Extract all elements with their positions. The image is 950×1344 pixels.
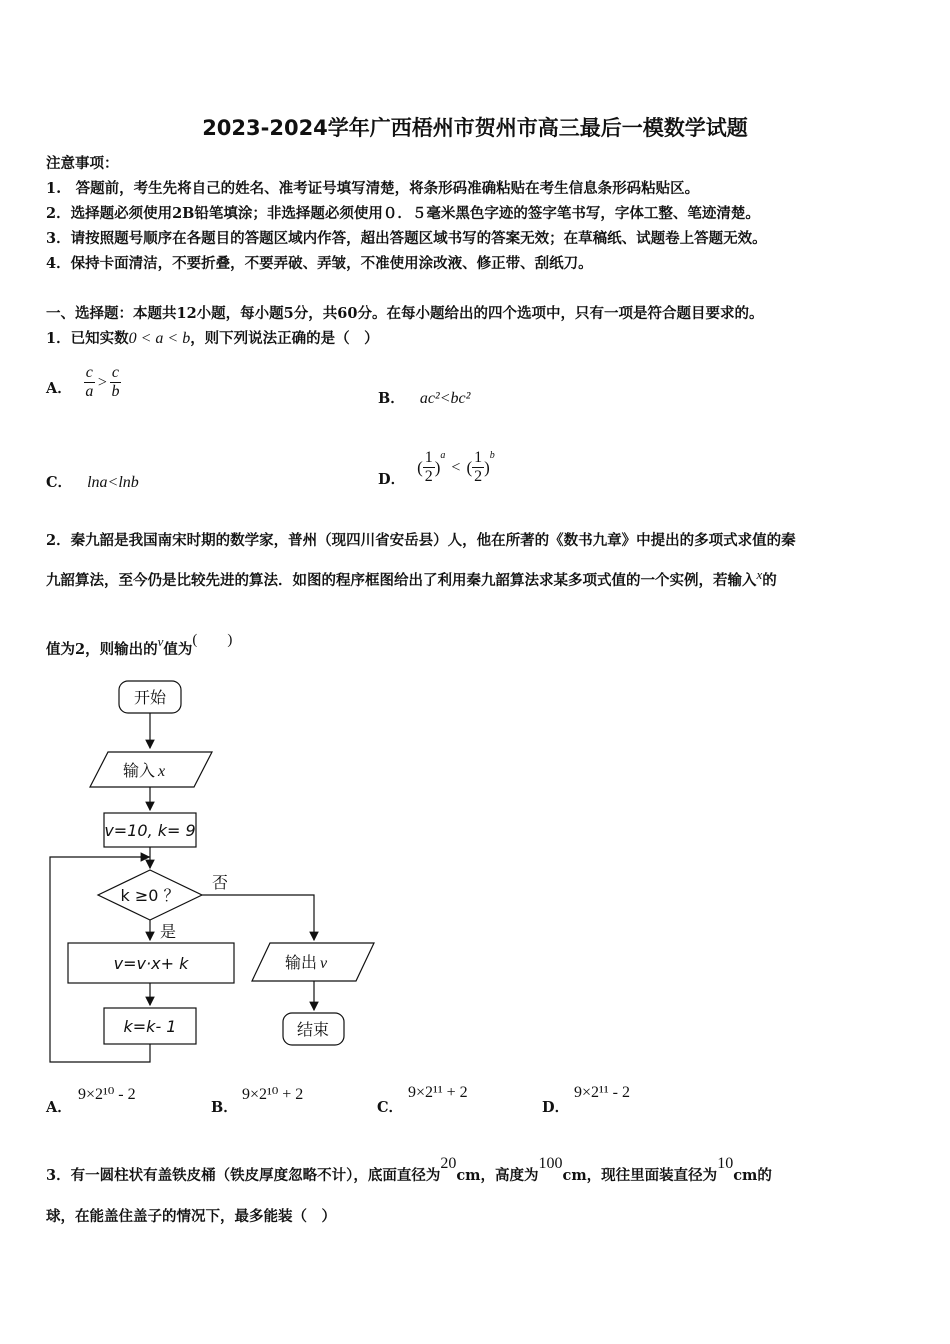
q2-option-c[interactable]: 9×2¹¹ + 2 [408, 1084, 468, 1101]
svg-text:v=10, k= 9: v=10, k= 9 [104, 821, 196, 840]
fraction: $\frac{1}{2}$ [424, 449, 433, 485]
q2-option-c-label[interactable]: C． [377, 1099, 404, 1116]
q1-condition: 0 < a < b [128, 330, 191, 347]
q2-option-d[interactable]: 9×2¹¹ - 2 [574, 1084, 630, 1101]
question-1-stem: 1．已知实数0 < a < b，则下列说法正确的是（ ） [46, 330, 379, 347]
q1-option-c[interactable]: C． lna<lnb [46, 474, 139, 491]
svg-text:否: 否 [212, 873, 229, 892]
svg-text:是: 是 [160, 922, 177, 941]
question-2-line3: 值为2，则输出的v值为( ) [46, 632, 233, 658]
svg-text:开始: 开始 [133, 688, 167, 707]
q2-option-b-label[interactable]: B． [211, 1099, 238, 1116]
svg-text:输入x: 输入 x [123, 761, 166, 780]
notice-heading: 注意事项： [46, 155, 119, 172]
notice-item: 4．保持卡面清洁，不要折叠，不要弄破、弄皱，不准使用涂改液、修正带、刮纸刀。 [46, 255, 593, 272]
question-3-line2: 球，在能盖住盖子的情况下，最多能装（ ） [46, 1208, 336, 1225]
svg-text:k=k- 1: k=k- 1 [123, 1017, 177, 1036]
notice-item: 1. 答题前，考生先将自己的姓名、准考证号填写清楚，将条形码准确粘贴在考生信息条形码粘贴区。 [46, 180, 700, 197]
q1-option-a[interactable]: A． $\frac{c}{a}$ > $\frac{c}{b}$ [46, 364, 120, 400]
question-2-line1: 2．秦九韶是我国南宋时期的数学家，普州（现四川省安岳县）人，他在所著的《数书九章》中提出的多项式求值的秦 [46, 532, 796, 549]
svg-text:结束: 结束 [296, 1020, 330, 1039]
q2-option-b[interactable]: 9×2¹⁰ + 2 [242, 1086, 304, 1103]
question-2-line2: 九韶算法，至今仍是比较先进的算法．如图的程序框图给出了利用秦九韶算法求某多项式值的一个实例，若输入x的 [46, 567, 777, 589]
notice-item: 2．选择题必须使用2B铅笔填涂；非选择题必须使用０．５毫米黑色字迹的签字笔书写，字体工整、笔迹清楚。 [46, 205, 760, 222]
svg-text:输出v: 输出 v [285, 953, 328, 972]
q2-option-a-label[interactable]: A． [46, 1099, 72, 1116]
page-title: 2023-2024学年广西梧州市贺州市高三最后一模数学试题 [202, 116, 748, 140]
q1-option-d[interactable]: D． ( $\frac{1}{2}$ ) $^a$ < ( $\frac{1}{2}$ ) $^b$ [378, 449, 495, 488]
fraction: $\frac{c}{a}$ [85, 364, 94, 400]
fraction: $\frac{1}{2}$ [474, 449, 483, 485]
fraction: $\frac{c}{b}$ [111, 364, 120, 400]
question-3-line1: 3．有一圆柱状有盖铁皮桶（铁皮厚度忽略不计），底面直径为20cm，高度为100cm，现往里面装直径为10cm的 [46, 1155, 772, 1184]
svg-text:k ≥0 ？: k ≥0 ？ [120, 886, 180, 905]
section-heading: 一、选择题：本题共12小题，每小题5分，共60分。在每小题给出的四个选项中，只有一项是符合题目要求的。 [46, 305, 764, 322]
notice-item: 3．请按照题号顺序在各题目的答题区域内作答，超出答题区域书写的答案无效；在草稿纸、试题卷上答题无效。 [46, 230, 767, 247]
q2-option-a[interactable]: 9×2¹⁰ - 2 [78, 1086, 136, 1103]
svg-text:v=v·x+ k: v=v·x+ k [113, 954, 189, 973]
q1-option-b[interactable]: B． ac²<bc² [378, 390, 471, 407]
q2-option-d-label[interactable]: D． [542, 1099, 570, 1116]
